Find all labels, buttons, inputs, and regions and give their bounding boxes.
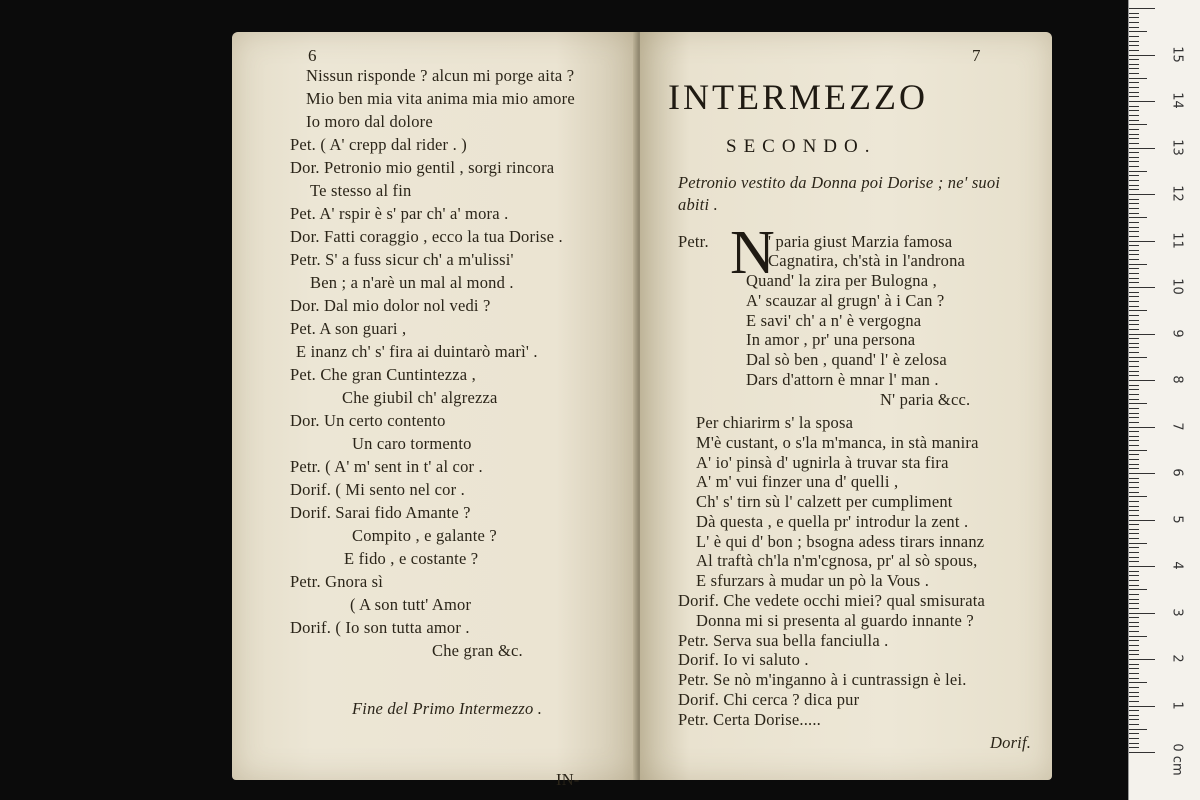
right-line: E savi' ch' a n' è vergogna: [746, 311, 922, 330]
ruler-tick: [1129, 715, 1139, 716]
ruler-tick: [1129, 22, 1139, 23]
ruler-tick: [1129, 185, 1139, 186]
left-line: Dorif. Sarai fido Amante ?: [290, 503, 471, 522]
left-line: Io moro dal dolore: [306, 112, 433, 131]
ruler-number: 6: [1169, 468, 1185, 477]
ruler-tick: [1129, 724, 1139, 725]
ruler-tick: [1129, 180, 1139, 181]
ruler-tick: [1129, 171, 1147, 172]
ruler-tick: [1129, 329, 1139, 330]
ruler-tick: [1129, 73, 1139, 74]
left-line: ( A son tutt' Amor: [350, 595, 472, 614]
right-line: Al traftà ch'la n'm'cgnosa, pr' al sò spous,: [696, 551, 978, 570]
ruler-tick: [1129, 580, 1139, 581]
ruler-tick: [1129, 13, 1139, 14]
ruler-tick: [1129, 547, 1139, 548]
ruler-number: 11: [1169, 231, 1185, 249]
ruler-tick: [1129, 343, 1139, 344]
left-line: Mio ben mia vita anima mia mio amore: [306, 89, 575, 108]
ruler-tick: [1129, 743, 1139, 744]
ruler-number: 5: [1169, 514, 1185, 524]
ruler-tick: [1129, 478, 1139, 479]
ruler-tick: [1129, 231, 1139, 232]
ruler-tick: [1129, 650, 1139, 651]
ruler-tick: [1129, 120, 1139, 121]
ruler-tick: [1129, 496, 1147, 497]
left-line: Che giubil ch' algrezza: [342, 388, 498, 407]
ruler-tick: [1129, 324, 1139, 325]
left-line: E inanz ch' s' fira ai duintarò marì' .: [296, 342, 538, 361]
ruler-tick: [1129, 450, 1147, 451]
ruler-tick: [1129, 366, 1139, 367]
ruler-tick: [1129, 747, 1139, 748]
ruler-tick: [1129, 594, 1139, 595]
ruler-tick: [1129, 692, 1139, 693]
ruler-tick: [1129, 110, 1139, 111]
ruler-tick: [1129, 320, 1139, 321]
ruler-tick: [1129, 487, 1139, 488]
ruler-tick: [1129, 533, 1139, 534]
ruler-tick: [1129, 17, 1139, 18]
ruler-unit: 0 cm: [1169, 743, 1185, 776]
ruler-tick: [1129, 175, 1139, 176]
ruler-tick: [1129, 203, 1139, 204]
ruler-tick: [1129, 287, 1155, 288]
section-title: INTERMEZZO: [668, 77, 928, 117]
ruler-tick: [1129, 338, 1139, 339]
ruler-tick: [1129, 729, 1147, 730]
left-line: Dorif. ( Mi sento nel cor .: [290, 480, 465, 499]
ruler-tick: [1129, 440, 1139, 441]
ruler-tick: [1129, 55, 1155, 56]
ruler-tick: [1129, 152, 1139, 153]
ruler-tick: [1129, 552, 1139, 553]
ruler-tick: [1129, 306, 1139, 307]
right-line: Petr. Certa Dorise.....: [678, 710, 821, 729]
ruler-tick: [1129, 189, 1139, 190]
right-line: A' io' pinsà d' ugnirla à truvar sta fira: [696, 453, 949, 472]
ruler-tick: [1129, 733, 1139, 734]
right-line: Petr.: [678, 232, 709, 251]
ruler-number: 15: [1169, 45, 1185, 63]
ruler-tick: [1129, 645, 1139, 646]
ruler-tick: [1129, 134, 1139, 135]
ruler-tick: [1129, 78, 1147, 79]
left-line: Dor. Petronio mio gentil , sorgi rincora: [290, 158, 555, 177]
ruler-tick: [1129, 68, 1139, 69]
right-line: In amor , pr' una persona: [746, 330, 916, 349]
ruler-number: 7: [1169, 421, 1185, 431]
ruler-tick: [1129, 603, 1139, 604]
ruler-tick: [1129, 227, 1139, 228]
right-line: M'è custant, o s'la m'manca, in stà manira: [696, 433, 979, 452]
ruler-tick: [1129, 115, 1139, 116]
right-page: [640, 32, 1052, 780]
ruler-tick: [1129, 738, 1139, 739]
ruler-tick: [1129, 87, 1139, 88]
ruler-number: 13: [1169, 138, 1185, 156]
ruler-tick: [1129, 571, 1139, 572]
ruler-tick: [1129, 589, 1147, 590]
ruler-tick: [1129, 292, 1139, 293]
left-line: Petr. ( A' m' sent in t' al cor .: [290, 457, 483, 476]
ruler-tick: [1129, 431, 1139, 432]
left-line: Nissun risponde ? alcun mi porge aita ?: [306, 66, 575, 85]
left-line: Ben ; a n'arè un mal al mond .: [310, 273, 514, 292]
ruler-tick: [1129, 445, 1139, 446]
ruler-tick: [1129, 27, 1139, 28]
ruler-tick: [1129, 264, 1147, 265]
left-line: Dor. Fatti coraggio , ecco la tua Dorise .: [290, 227, 563, 246]
ruler-tick: [1129, 241, 1155, 242]
ruler-tick: [1129, 129, 1139, 130]
ruler-tick: [1129, 217, 1147, 218]
ruler-tick: [1129, 566, 1155, 567]
ruler-tick: [1129, 161, 1139, 162]
ruler-tick: [1129, 413, 1139, 414]
right-line: Per chiarirm s' la sposa: [696, 413, 854, 432]
right-line: Dorif. Chi cerca ? dica pur: [678, 690, 860, 709]
right-page-number: 7: [972, 46, 981, 65]
left-line: Pet. ( A' crepp dal rider . ): [290, 135, 467, 154]
ruler-tick: [1129, 64, 1139, 65]
drop-cap: N: [730, 219, 775, 287]
left-line: Petr. Gnora sì: [290, 572, 384, 591]
ruler-tick: [1129, 352, 1139, 353]
ruler-tick: [1129, 50, 1139, 51]
ruler-number: 14: [1169, 92, 1185, 109]
ruler-number: 8: [1169, 375, 1185, 384]
ruler-tick: [1129, 199, 1139, 200]
ruler-tick: [1129, 101, 1155, 102]
right-line: Petr. Serva sua bella fanciulla .: [678, 631, 889, 650]
right-line: Dal sò ben , quand' l' è zelosa: [746, 350, 947, 369]
ruler-number: 1: [1169, 700, 1185, 710]
ruler-tick: [1129, 236, 1139, 237]
ruler-tick: [1129, 385, 1139, 386]
ruler-tick: [1129, 636, 1147, 637]
ruler-tick: [1129, 543, 1147, 544]
ruler-tick: [1129, 208, 1139, 209]
right-line: E sfurzars à mudar un pò la Vous .: [696, 571, 930, 590]
ruler-tick: [1129, 664, 1139, 665]
ruler-tick: [1129, 585, 1139, 586]
right-line: Donna mi si presenta al guardo innante ?: [696, 611, 974, 630]
ruler-tick: [1129, 268, 1139, 269]
ruler-tick: [1129, 41, 1139, 42]
ruler-tick: [1129, 613, 1155, 614]
ruler-tick: [1129, 515, 1139, 516]
ruler-tick: [1129, 194, 1155, 195]
left-page-number: 6: [308, 46, 317, 65]
ruler-tick: [1129, 422, 1139, 423]
left-line: Pet. A' rspir è s' par ch' a' mora .: [290, 204, 509, 223]
ruler-tick: [1129, 529, 1139, 530]
section-subtitle: SECONDO.: [726, 136, 877, 157]
ruler-tick: [1129, 92, 1139, 93]
ruler-number: 9: [1169, 328, 1185, 338]
ruler-tick: [1129, 659, 1155, 660]
left-line: Dorif. ( Io son tutta amor .: [290, 618, 470, 637]
ruler-tick: [1129, 696, 1139, 697]
ruler-tick: [1129, 259, 1139, 260]
ruler-tick: [1129, 622, 1139, 623]
ruler-tick: [1129, 678, 1139, 679]
ruler-tick: [1129, 301, 1139, 302]
ruler-tick: [1129, 375, 1139, 376]
left-line: Dor. Un certo contento: [290, 411, 446, 430]
ruler-tick: [1129, 473, 1155, 474]
left-line: Petr. S' a fuss sicur ch' a m'ulissi': [290, 250, 514, 269]
ruler-tick: [1129, 752, 1155, 753]
ruler-tick: [1129, 394, 1139, 395]
ruler-tick: [1129, 8, 1155, 9]
ruler-tick: [1129, 436, 1139, 437]
ruler-tick: [1129, 687, 1139, 688]
ruler-tick: [1129, 561, 1139, 562]
ruler-tick: [1129, 464, 1139, 465]
ruler-tick: [1129, 459, 1139, 460]
ruler-tick: [1129, 282, 1139, 283]
ruler-tick: [1129, 310, 1147, 311]
ruler-tick: [1129, 640, 1139, 641]
ruler-tick: [1129, 82, 1139, 83]
ruler-tick: [1129, 315, 1139, 316]
left-page: [232, 32, 637, 789]
ruler-tick: [1129, 31, 1147, 32]
ruler-tick: [1129, 501, 1139, 502]
ruler-tick: [1129, 157, 1139, 158]
right-line: Ch' s' tirn sù l' calzett per cumpliment: [696, 492, 953, 511]
ruler-tick: [1129, 371, 1139, 372]
ruler-tick: [1129, 557, 1139, 558]
left-line: Un caro tormento: [352, 434, 472, 453]
ruler-tick: [1129, 706, 1155, 707]
ruler-tick: [1129, 701, 1139, 702]
ruler-tick: [1129, 213, 1139, 214]
ruler-tick: [1129, 506, 1139, 507]
ruler-tick: [1129, 166, 1139, 167]
ruler-number: 10: [1169, 278, 1185, 295]
ruler-tick: [1129, 454, 1139, 455]
right-line: Quand' la zira per Bulogna ,: [746, 271, 937, 290]
ruler-tick: [1129, 278, 1139, 279]
left-line: IN-: [556, 770, 580, 789]
ruler-tick: [1129, 273, 1139, 274]
ruler-tick: [1129, 408, 1139, 409]
ruler-tick: [1129, 575, 1139, 576]
ruler-tick: [1129, 417, 1139, 418]
ruler-tick: [1129, 124, 1147, 125]
ruler-tick: [1129, 538, 1139, 539]
left-line: E fido , e costante ?: [344, 549, 479, 568]
left-line: Pet. Che gran Cuntintezza ,: [290, 365, 476, 384]
ruler-tick: [1129, 403, 1147, 404]
ruler-tick: [1129, 654, 1139, 655]
left-line: Compito , e galante ?: [352, 526, 497, 545]
right-line: Dorif. Che vedete occhi miei? qual smisurata: [678, 591, 986, 610]
left-line: Pet. A son guari ,: [290, 319, 407, 338]
ruler-number: 12: [1169, 185, 1185, 202]
ruler-tick: [1129, 524, 1139, 525]
ruler-tick: [1129, 510, 1139, 511]
ruler-tick: [1129, 36, 1139, 37]
ruler-tick: [1129, 427, 1155, 428]
ruler-tick: [1129, 361, 1139, 362]
measurement-ruler: [1128, 0, 1200, 800]
ruler-tick: [1129, 682, 1147, 683]
ruler-tick: [1129, 673, 1139, 674]
right-line: L' è qui d' bon ; bsogna adess tirars innanz: [696, 532, 985, 551]
ruler-tick: [1129, 245, 1139, 246]
ruler-tick: [1129, 626, 1139, 627]
ruler-tick: [1129, 719, 1139, 720]
ruler-tick: [1129, 599, 1139, 600]
ruler-tick: [1129, 710, 1139, 711]
right-line: Petr. Se nò m'inganno à i cuntrassign è lei.: [678, 670, 967, 689]
right-line: ' paria giust Marzia famosa: [768, 232, 953, 251]
right-line: Dorif. Io vi saluto .: [678, 650, 809, 669]
ruler-tick: [1129, 296, 1139, 297]
ruler-tick: [1129, 45, 1139, 46]
ruler-tick: [1129, 106, 1139, 107]
ruler-tick: [1129, 222, 1139, 223]
right-line: N' paria &cc.: [880, 390, 971, 409]
ruler-tick: [1129, 357, 1147, 358]
left-line: Fine del Primo Intermezzo .: [352, 699, 543, 718]
right-line: Cagnatira, ch'stà in l'androna: [768, 251, 966, 270]
ruler-tick: [1129, 617, 1139, 618]
ruler-number: 3: [1169, 607, 1185, 617]
ruler-tick: [1129, 143, 1139, 144]
ruler-tick: [1129, 96, 1139, 97]
ruler-tick: [1129, 482, 1139, 483]
ruler-number: 4: [1169, 561, 1185, 570]
ruler-tick: [1129, 468, 1139, 469]
left-line: Te stesso al fin: [310, 181, 412, 200]
ruler-tick: [1129, 668, 1139, 669]
stage-direction: Petronio vestito da Donna poi Dorise ; ne' suoi abiti .: [678, 173, 1001, 214]
right-line: Dorif.: [990, 733, 1032, 752]
right-line: Dars d'attorn è mnar l' man .: [746, 370, 939, 389]
ruler-tick: [1129, 399, 1139, 400]
ruler-tick: [1129, 389, 1139, 390]
ruler-tick: [1129, 250, 1139, 251]
ruler-tick: [1129, 148, 1155, 149]
ruler-tick: [1129, 380, 1155, 381]
ruler-tick: [1129, 608, 1139, 609]
ruler-tick: [1129, 492, 1139, 493]
right-line: A' m' vui finzer una d' quelli ,: [696, 472, 899, 491]
left-line: Che gran &c.: [432, 641, 523, 660]
ruler-tick: [1129, 520, 1155, 521]
left-line: Dor. Dal mio dolor nol vedi ?: [290, 296, 491, 315]
ruler-number: 2: [1169, 654, 1185, 663]
ruler-tick: [1129, 59, 1139, 60]
right-line: Dà questa , e quella pr' introdur la zent .: [696, 512, 969, 531]
right-line: A' scauzar al grugn' à i Can ?: [746, 291, 945, 310]
open-book: [232, 32, 1052, 789]
ruler-tick: [1129, 334, 1155, 335]
ruler-tick: [1129, 138, 1139, 139]
ruler-tick: [1129, 347, 1139, 348]
ruler-tick: [1129, 631, 1139, 632]
ruler-tick: [1129, 254, 1139, 255]
